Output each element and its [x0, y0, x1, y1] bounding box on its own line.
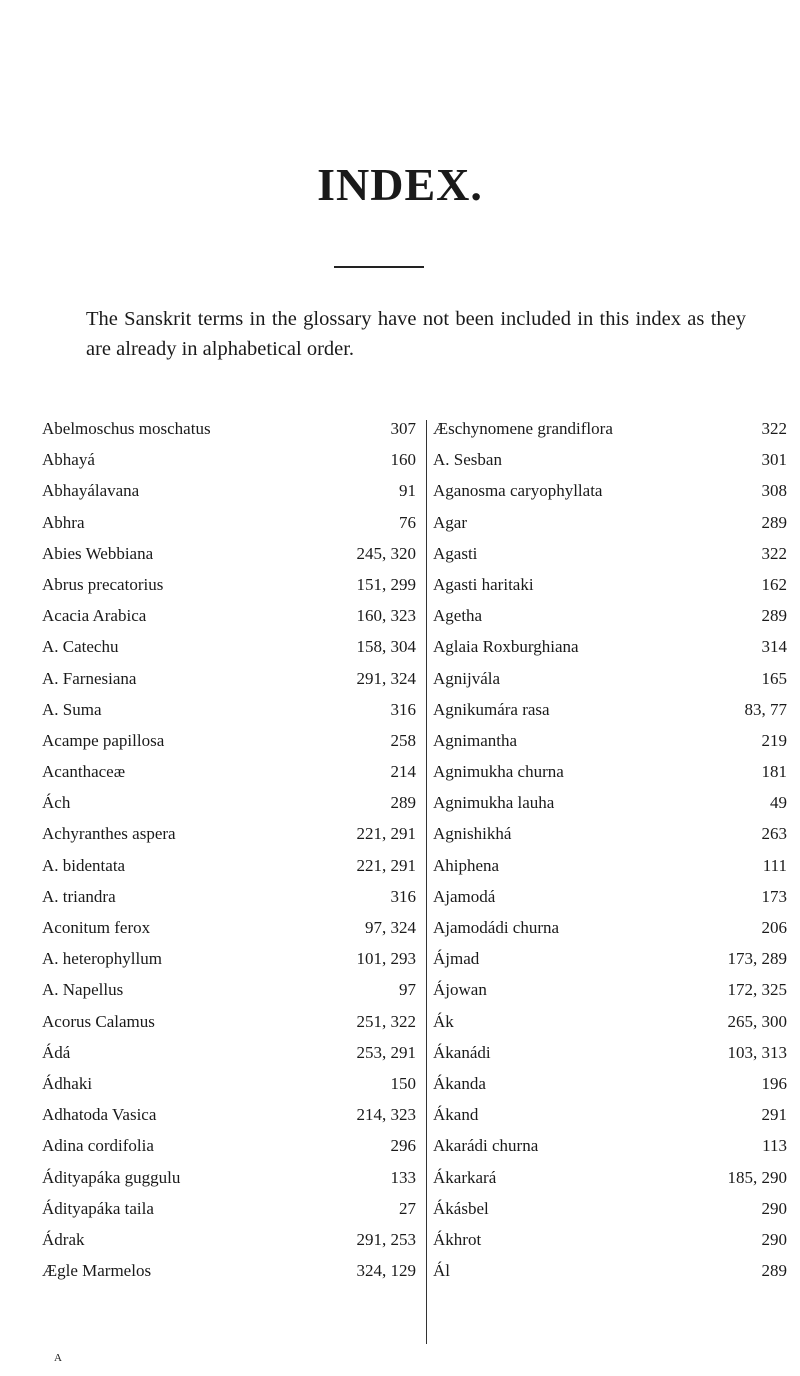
index-pages: 290	[761, 1229, 787, 1249]
index-entry	[42, 606, 420, 637]
page-title: INDEX.	[317, 159, 483, 210]
index-pages: 214, 323	[356, 1105, 416, 1125]
index-term: Abhayálavana	[42, 481, 140, 501]
index-term: A. Suma	[42, 699, 102, 719]
index-entry	[433, 606, 791, 637]
index-column-left	[42, 419, 420, 1292]
index-entry	[433, 1074, 791, 1105]
index-entry	[42, 1105, 420, 1136]
index-pages: 76	[399, 512, 416, 532]
index-term: Abrus precatorius	[42, 574, 164, 594]
index-term: Ách	[42, 793, 71, 813]
index-term: Ákand	[433, 1105, 479, 1125]
index-term: Agar	[433, 512, 467, 532]
index-entry	[42, 1012, 420, 1043]
index-pages: 91	[399, 481, 416, 501]
index-pages: 322	[761, 543, 787, 563]
index-entry	[433, 824, 791, 855]
index-term: Adhatoda Vasica	[42, 1105, 157, 1125]
index-term: Acampe papillosa	[42, 730, 165, 750]
index-pages: 181	[761, 762, 787, 782]
index-pages: 291	[761, 1105, 787, 1125]
index-entry	[433, 1230, 791, 1261]
index-entry	[433, 700, 791, 731]
index-pages: 221, 291	[356, 824, 416, 844]
index-term: Ákásbel	[433, 1198, 489, 1218]
title-rule	[334, 266, 424, 268]
index-entry	[433, 544, 791, 575]
index-term: A. Catechu	[42, 637, 119, 657]
index-entry	[42, 1261, 420, 1292]
index-term: Akarádi churna	[433, 1136, 539, 1156]
index-column-right	[433, 419, 791, 1292]
index-entry	[433, 419, 791, 450]
index-pages: 245, 320	[356, 543, 416, 563]
index-term: Abhra	[42, 512, 85, 532]
index-pages: 150	[390, 1073, 416, 1093]
index-entry	[433, 450, 791, 481]
index-term: Achyranthes aspera	[42, 824, 176, 844]
index-entry	[433, 918, 791, 949]
index-entry	[433, 481, 791, 512]
index-entry	[433, 949, 791, 980]
index-pages: 49	[770, 793, 787, 813]
index-pages: 251, 322	[356, 1011, 416, 1031]
index-entry	[42, 575, 420, 606]
index-pages: 97, 324	[365, 918, 416, 937]
index-term: Ákanda	[433, 1073, 486, 1093]
index-term: Ajamodá	[433, 886, 496, 906]
index-pages: 253, 291	[356, 1042, 416, 1062]
index-term: Ál	[433, 1261, 450, 1281]
index-term: A. Napellus	[42, 980, 124, 1000]
index-entry	[42, 762, 420, 793]
index-entry	[42, 700, 420, 731]
index-entry	[433, 762, 791, 793]
index-term: Agnimukha lauha	[433, 793, 555, 813]
index-entry	[433, 575, 791, 606]
index-pages: 196	[761, 1073, 787, 1093]
index-term: A. bidentata	[42, 855, 126, 875]
index-term: Agasti	[433, 543, 478, 563]
index-pages: 160, 323	[356, 606, 416, 626]
index-term: A. heterophyllum	[42, 949, 162, 969]
index-entry	[433, 637, 791, 668]
index-entry	[433, 980, 791, 1011]
index-pages: 165	[761, 668, 787, 688]
index-term: Abhayá	[42, 450, 95, 470]
index-entry	[433, 1261, 791, 1292]
index-entry	[433, 513, 791, 544]
index-pages: 219	[761, 730, 787, 750]
index-pages: 27	[399, 1198, 416, 1218]
intro-paragraph: The Sanskrit terms in the glossary have not been included in this index as they are already in alphabetical order.	[86, 308, 746, 360]
index-term: Abelmoschus moschatus	[42, 419, 211, 438]
index-pages: 316	[390, 699, 416, 719]
index-entry	[42, 450, 420, 481]
index-term: Acanthaceæ	[42, 762, 126, 782]
index-term: Ákanádi	[433, 1042, 491, 1062]
index-entry	[433, 856, 791, 887]
index-term: Ádá	[42, 1042, 71, 1062]
index-entry	[433, 793, 791, 824]
index-pages: 83, 77	[744, 699, 787, 719]
index-pages: 151, 299	[356, 574, 416, 594]
index-entry	[433, 1012, 791, 1043]
index-pages: 316	[390, 886, 416, 906]
index-entry	[42, 1230, 420, 1261]
index-pages: 206	[761, 918, 787, 937]
index-term: Agnimantha	[433, 730, 518, 750]
index-pages: 289	[761, 512, 787, 532]
index-entry	[42, 544, 420, 575]
index-pages: 172, 325	[727, 980, 787, 1000]
index-term: Ajamodádi churna	[433, 918, 560, 937]
index-pages: 291, 253	[356, 1229, 416, 1249]
index-pages: 221, 291	[356, 855, 416, 875]
index-term: Agnijvála	[433, 668, 501, 688]
index-term: Ájmad	[433, 949, 480, 969]
index-entry	[42, 793, 420, 824]
index-term: Abies Webbiana	[42, 543, 154, 563]
index-pages: 97	[399, 980, 416, 1000]
index-term: Ægle Marmelos	[42, 1261, 152, 1281]
index-entry	[42, 824, 420, 855]
index-entry	[42, 1199, 420, 1230]
index-entry	[42, 1074, 420, 1105]
index-pages: 111	[762, 855, 787, 875]
index-pages: 133	[390, 1167, 416, 1187]
index-term: Agnishikhá	[433, 824, 512, 844]
index-term: Agasti haritaki	[433, 574, 534, 594]
index-pages: 214	[390, 762, 416, 782]
index-pages: 322	[761, 419, 787, 438]
index-entry	[42, 887, 420, 918]
index-pages: 263	[761, 824, 787, 844]
index-pages: 160	[390, 450, 416, 470]
index-term: Ádrak	[42, 1229, 85, 1249]
index-term: Aconitum ferox	[42, 918, 151, 937]
index-entry	[42, 731, 420, 762]
index-entry	[42, 1168, 420, 1199]
index-pages: 307	[390, 419, 416, 438]
index-entry	[42, 1043, 420, 1074]
index-entry	[433, 1136, 791, 1167]
index-pages: 289	[761, 606, 787, 626]
index-term: Acorus Calamus	[42, 1011, 155, 1031]
index-term: A. Sesban	[433, 450, 502, 470]
index-pages: 324, 129	[356, 1261, 416, 1281]
index-entry	[42, 918, 420, 949]
index-term: Acacia Arabica	[42, 606, 147, 626]
index-entry	[42, 513, 420, 544]
index-term: Agnimukha churna	[433, 762, 564, 782]
index-term: Ádityapáka taila	[42, 1198, 154, 1218]
index-pages: 296	[390, 1136, 416, 1156]
index-entry	[433, 1199, 791, 1230]
index-pages: 290	[761, 1198, 787, 1218]
index-pages: 289	[390, 793, 416, 813]
index-entry	[42, 637, 420, 668]
index-term: Ákhrot	[433, 1229, 482, 1249]
index-pages: 113	[762, 1136, 787, 1156]
index-term: Adina cordifolia	[42, 1136, 154, 1156]
index-entry	[42, 669, 420, 700]
index-term: Ákarkará	[433, 1167, 497, 1187]
index-term: Ájowan	[433, 980, 487, 1000]
index-entry	[42, 419, 420, 450]
index-entry	[433, 887, 791, 918]
index-term: Agetha	[433, 606, 483, 626]
index-term: Ahiphena	[433, 855, 500, 875]
index-pages: 162	[761, 574, 787, 594]
index-term: Æschynomene grandiflora	[433, 419, 613, 438]
index-entry	[42, 1136, 420, 1167]
index-entry	[433, 1043, 791, 1074]
index-entry	[42, 949, 420, 980]
index-pages: 291, 324	[356, 668, 416, 688]
index-pages: 103, 313	[727, 1042, 787, 1062]
signature-mark: A	[54, 1352, 62, 1364]
index-pages: 301	[761, 450, 787, 470]
index-term: Agnikumára rasa	[433, 699, 550, 719]
index-pages: 258	[390, 730, 416, 750]
index-pages: 173, 289	[727, 949, 787, 969]
index-pages: 173	[761, 886, 787, 906]
column-divider	[426, 420, 427, 1344]
index-pages: 265, 300	[727, 1011, 787, 1031]
index-pages: 158, 304	[356, 637, 416, 657]
index-pages: 308	[761, 481, 787, 501]
index-entry	[433, 1168, 791, 1199]
index-term: A. triandra	[42, 886, 116, 906]
index-term: Aganosma caryophyllata	[433, 481, 603, 501]
index-entry	[433, 669, 791, 700]
index-term: Ádhaki	[42, 1073, 93, 1093]
index-entry	[42, 481, 420, 512]
index-term: A. Farnesiana	[42, 668, 137, 688]
index-entry	[42, 980, 420, 1011]
index-entry	[42, 856, 420, 887]
index-term: Aglaia Roxburghiana	[433, 637, 579, 657]
index-pages: 314	[761, 637, 787, 657]
index-term: Ádityapáka guggulu	[42, 1167, 181, 1187]
index-term: Ák	[433, 1011, 454, 1031]
index-pages: 185, 290	[727, 1167, 787, 1187]
index-entry	[433, 731, 791, 762]
index-entry	[433, 1105, 791, 1136]
index-pages: 101, 293	[356, 949, 416, 969]
index-pages: 289	[761, 1261, 787, 1281]
